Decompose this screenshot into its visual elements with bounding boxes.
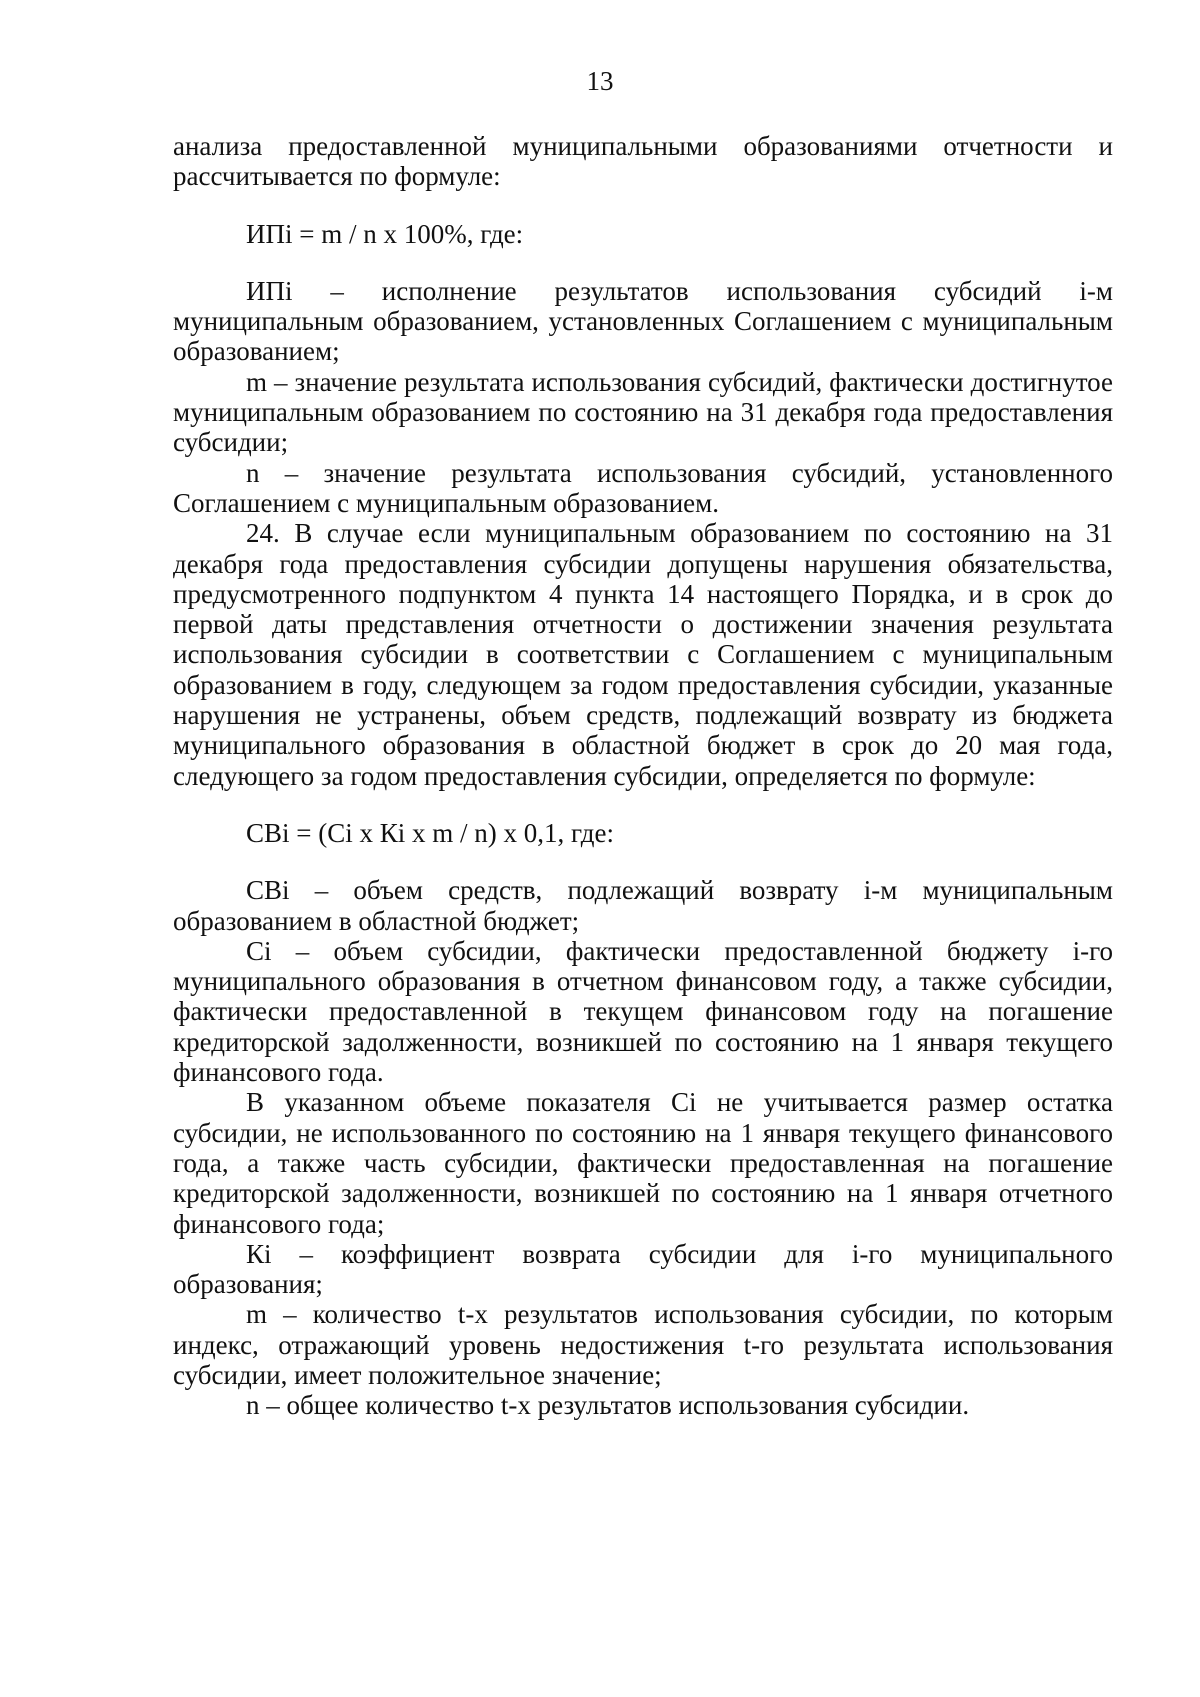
spacer <box>173 192 1113 219</box>
definition-ci: Сi – объем субсидии, фактически предоставленной бюджету i-го муниципального образования в отчетном финансовом году, а также субсидии, фактически предоставленной в текущем финансовом году на погашение кредиторской задолженности, возникшей по состоянию на 1 января текущего финансового года. <box>173 935 1113 1088</box>
formula-cvi: СВi = (Сi x Кi x m / n) x 0,1, где: <box>246 817 614 848</box>
definition-n-total: n – общее количество t-х результатов использования субсидии. <box>246 1390 970 1421</box>
note-ci: В указанном объеме показателя Сi не учитывается размер остатка субсидии, не использованного по состоянию на 1 января текущего финансового года, а также часть субсидии, фактически предоставленная на погашение кредиторской задолженности, возникшей по состоянию на 1 января отчетного финансового года; <box>173 1087 1113 1239</box>
formula-ipi: ИПi = m / n x 100%, где: <box>246 218 524 249</box>
document-body <box>173 131 1113 1421</box>
paragraph-continuation: анализа предоставленной муниципальными образованиями отчетности и рассчитывается по формуле: <box>173 131 1113 192</box>
definition-ki: Кi – коэффициент возврата субсидии для i-го муниципального образования; <box>173 1238 1113 1300</box>
definition-cvi: СВi – объем средств, подлежащий возврату i-м муниципальным образованием в областной бюджет; <box>173 875 1113 936</box>
spacer <box>173 848 1113 875</box>
spacer <box>173 249 1113 276</box>
clause-24: 24. В случае если муниципальным образованием по состоянию на 31 декабря года предоставления субсидии допущены нарушения обязательства, предусмотренного подпунктом 4 пункта 14 настоящего Порядка, и в срок до первой даты представления отчетности о достижении значения результата использования субсидии в соответствии с Соглашением с муниципальным образованием в году, следующем за годом предоставления субсидии, указанные нарушения не устранены, объем средств, подлежащий возврату из бюджета муниципального образования в областной бюджет в срок до 20 мая года, следующего за годом предоставления субсидии, определяется по формуле: <box>173 518 1113 791</box>
spacer <box>173 791 1113 818</box>
definition-m: m – значение результата использования субсидий, фактически достигнутое муниципальным образованием по состоянию на 31 декабря года предоставления субсидии; <box>173 366 1113 458</box>
page-number: 13 <box>586 66 614 96</box>
definition-m-count: m – количество t-х результатов использования субсидии, по которым индекс, отражающий уровень недостижения t-го результата использования субсидии, имеет положительное значение; <box>173 1299 1113 1390</box>
definition-ipi: ИПi – исполнение результатов использования субсидий i-м муниципальным образованием, установленных Соглашением с муниципальным образованием; <box>173 275 1113 367</box>
definition-n: n – значение результата использования субсидий, установленного Соглашением с муниципальным образованием. <box>173 457 1113 518</box>
